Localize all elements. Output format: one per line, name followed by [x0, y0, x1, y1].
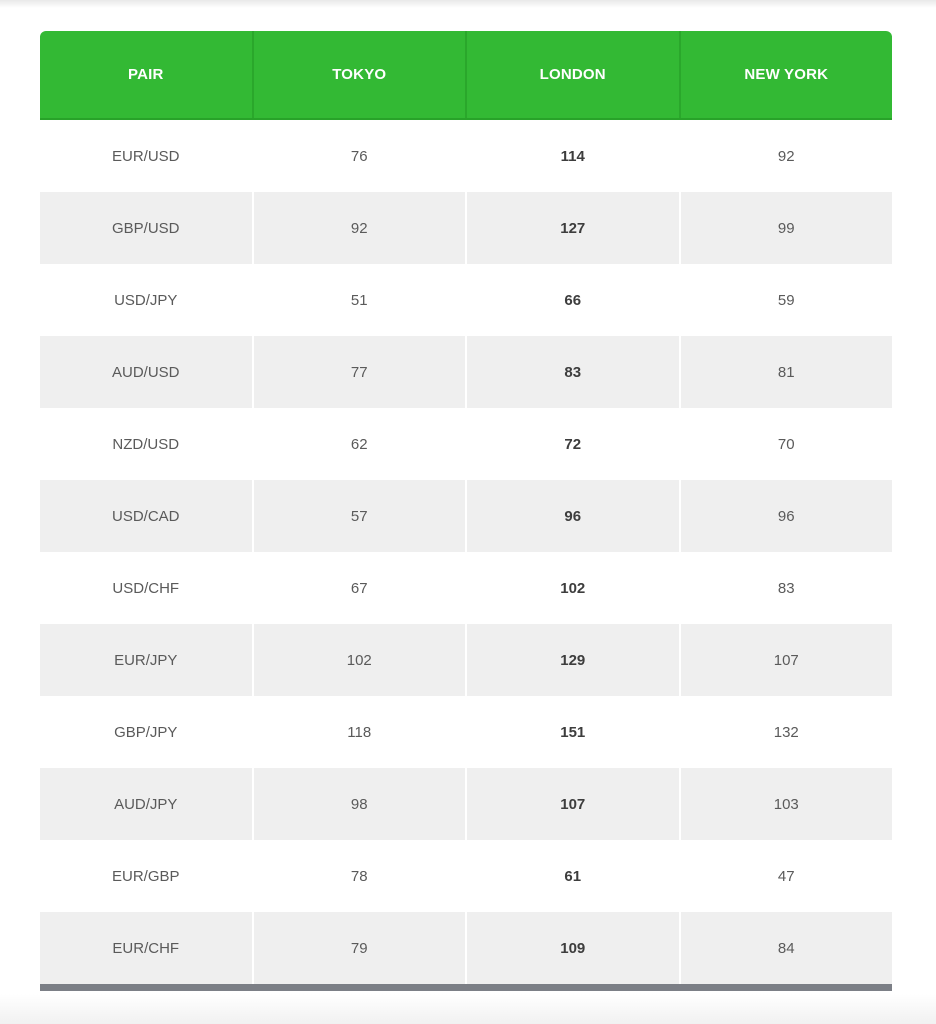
cell-new-york: 84: [679, 912, 893, 984]
cell-new-york: 83: [777, 579, 795, 597]
cell-london: 109: [465, 912, 679, 984]
cell-new-york: 107: [679, 624, 893, 696]
table-row: [40, 264, 892, 336]
top-shadow: [0, 0, 936, 8]
table-row: [40, 552, 892, 624]
cell-pair: EUR/GBP: [111, 867, 180, 885]
cell-london: 102: [560, 579, 586, 597]
table-header: [40, 31, 892, 120]
cell-pair: GBP/JPY: [114, 723, 178, 741]
table-row: [40, 624, 892, 696]
table-row: [40, 408, 892, 480]
cell-pair: GBP/USD: [111, 219, 180, 237]
table-footer-bar: [40, 984, 892, 991]
session-volatility-table: [40, 31, 892, 991]
table-row: [40, 840, 892, 912]
cell-pair: EUR/USD: [111, 147, 180, 165]
table-row: [40, 912, 892, 984]
cell-new-york: 47: [777, 867, 795, 885]
cell-tokyo: 57: [252, 480, 466, 552]
cell-pair: EUR/JPY: [114, 651, 178, 669]
cell-new-york: 92: [777, 147, 795, 165]
table-row: [40, 336, 892, 408]
cell-new-york: 70: [777, 435, 795, 453]
cell-london: 96: [465, 480, 679, 552]
cell-tokyo: 79: [252, 912, 466, 984]
table-row: [40, 768, 892, 840]
cell-london: 114: [560, 147, 585, 165]
cell-pair: USD/CHF: [112, 579, 180, 597]
cell-london: 61: [564, 867, 582, 885]
cell-tokyo: 76: [350, 147, 368, 165]
cell-tokyo: 98: [252, 768, 466, 840]
table-row: [40, 192, 892, 264]
cell-new-york: 96: [679, 480, 893, 552]
bottom-shade: [0, 994, 936, 1024]
cell-pair: USD/CAD: [111, 507, 180, 525]
table-row: [40, 120, 892, 192]
header-london: LONDON: [465, 31, 679, 118]
cell-pair: USD/JPY: [114, 291, 178, 309]
cell-london: 72: [564, 435, 582, 453]
table-row: [40, 696, 892, 768]
header-pair: PAIR: [127, 66, 164, 83]
cell-london: 66: [564, 291, 582, 309]
cell-new-york: 103: [679, 768, 893, 840]
header-tokyo: TOKYO: [252, 31, 466, 118]
cell-london: 129: [465, 624, 679, 696]
cell-london: 127: [465, 192, 679, 264]
cell-pair: AUD/USD: [111, 363, 180, 381]
cell-pair: AUD/JPY: [114, 795, 178, 813]
cell-tokyo: 78: [350, 867, 368, 885]
cell-new-york: 81: [679, 336, 893, 408]
cell-new-york: 132: [773, 723, 799, 741]
cell-london: 107: [465, 768, 679, 840]
cell-tokyo: 102: [252, 624, 466, 696]
cell-tokyo: 77: [252, 336, 466, 408]
cell-london: 83: [465, 336, 679, 408]
cell-tokyo: 67: [350, 579, 368, 597]
cell-tokyo: 62: [350, 435, 368, 453]
cell-new-york: 59: [777, 291, 795, 309]
cell-tokyo: 51: [350, 291, 368, 309]
cell-tokyo: 118: [347, 723, 372, 741]
header-new-york: NEW YORK: [679, 31, 893, 118]
table-row: [40, 480, 892, 552]
cell-london: 151: [560, 723, 586, 741]
cell-pair: NZD/USD: [112, 435, 180, 453]
cell-tokyo: 92: [252, 192, 466, 264]
cell-new-york: 99: [679, 192, 893, 264]
cell-pair: EUR/CHF: [112, 939, 180, 957]
